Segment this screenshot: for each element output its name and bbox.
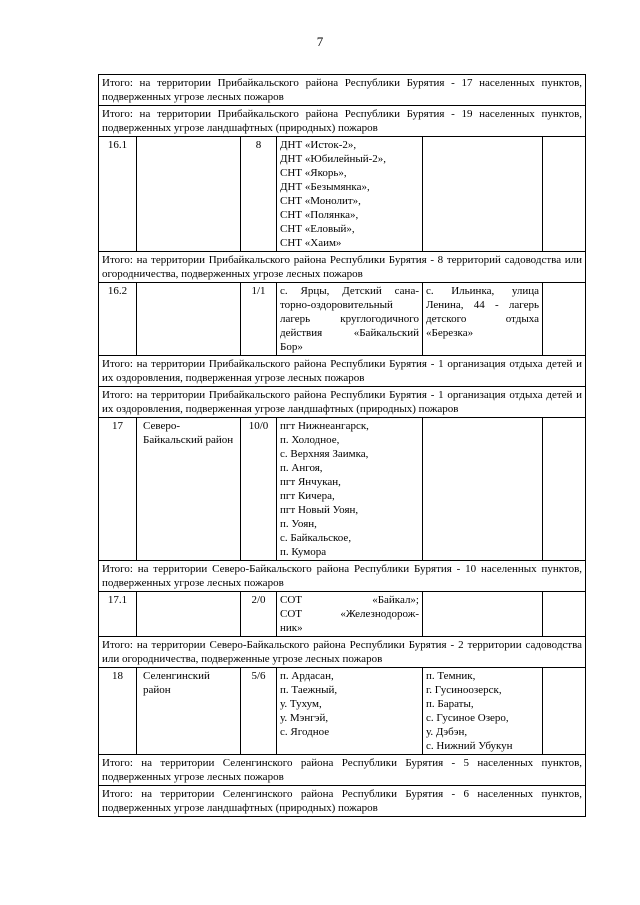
settlement-line: детского отдыха xyxy=(426,313,539,325)
settlement-line: с. Нижний Убукун xyxy=(426,740,513,752)
settlement-line: СОТ «Байкал»; xyxy=(280,594,419,606)
summary-text: Итого: на территории Селенгинского района Республики Бурятия - 5 населенных пунктов, подверженных угрозе лесных пожаров xyxy=(99,755,586,786)
summary-text: Итого: на территории Северо-Байкальского района Республики Бурятия - 2 территории садоводства или огородничества, подверженные угрозе лесных пожаров xyxy=(99,637,586,668)
settlement-line: п. Ангоя, xyxy=(280,462,323,474)
settlement-count: 8 xyxy=(241,137,277,252)
settlement-count: 5/6 xyxy=(241,668,277,755)
district-name xyxy=(137,592,241,637)
settlement-line: у. Тухум, xyxy=(280,698,322,710)
settlement-line: лагерь круглогодичного xyxy=(280,313,419,325)
summary-row xyxy=(99,75,586,106)
summary-row xyxy=(99,786,586,817)
empty-cell xyxy=(543,668,586,755)
settlement-count: 2/0 xyxy=(241,592,277,637)
table-row xyxy=(99,668,586,755)
summary-text: Итого: на территории Прибайкальского района Республики Бурятия - 19 населенных пунктов, подверженных угрозе ландшафтных (природных) пожаров xyxy=(99,106,586,137)
settlement-line: ДНТ «Исток-2», xyxy=(280,139,357,151)
summary-text: Итого: на территории Прибайкальского района Республики Бурятия - 17 населенных пунктов, подверженных угрозе лесных пожаров xyxy=(99,75,586,106)
settlement-line: п. Ардасан, xyxy=(280,670,334,682)
settlement-line: с. Верхняя Заимка, xyxy=(280,448,369,460)
summary-row xyxy=(99,637,586,668)
row-number: 18 xyxy=(99,668,137,755)
settlement-line: СНТ «Монолит», xyxy=(280,195,361,207)
summary-text: Итого: на территории Прибайкальского района Республики Бурятия - 1 организация отдыха детей и их оздоровления, подверженная угрозе лесных пожаров xyxy=(99,356,586,387)
landscape-fire-settlements xyxy=(423,418,543,561)
row-number: 16.1 xyxy=(99,137,137,252)
summary-text: Итого: на территории Северо-Байкальского района Республики Бурятия - 10 населенных пунктов, подверженных угрозе лесных пожаров xyxy=(99,561,586,592)
empty-cell xyxy=(543,418,586,561)
summary-row xyxy=(99,106,586,137)
settlement-line: СНТ «Хаим» xyxy=(280,237,342,249)
settlement-line: СНТ «Еловый», xyxy=(280,223,355,235)
page-number: 7 xyxy=(316,34,324,49)
settlement-line: с. Гусиное Озеро, xyxy=(426,712,509,724)
settlement-line: пгт Нижнеангарск, xyxy=(280,420,369,432)
settlement-line: ник» xyxy=(280,622,303,634)
table-row xyxy=(99,137,586,252)
forest-fire-settlements xyxy=(277,137,423,252)
settlement-line: с. Ягодное xyxy=(280,726,330,738)
forest-fire-settlements xyxy=(277,668,423,755)
settlement-line: п. Таежный, xyxy=(280,684,338,696)
settlement-line: СНТ «Полянка», xyxy=(280,209,359,221)
settlement-line: с. Ильинка, улица xyxy=(426,285,539,297)
settlement-count: 1/1 xyxy=(241,283,277,356)
settlement-line: Ленина, 44 - лагерь xyxy=(426,299,539,311)
settlement-line: СНТ «Якорь», xyxy=(280,167,347,179)
summary-row xyxy=(99,252,586,283)
row-number: 17 xyxy=(99,418,137,561)
landscape-fire-settlements xyxy=(423,137,543,252)
settlement-line: у. Мэнгэй, xyxy=(280,712,329,724)
summary-row xyxy=(99,755,586,786)
empty-cell xyxy=(543,283,586,356)
forest-fire-settlements xyxy=(277,592,423,637)
settlement-line: у. Дэбэн, xyxy=(426,726,468,738)
empty-cell xyxy=(543,137,586,252)
row-number: 17.1 xyxy=(99,592,137,637)
settlement-line: п. Кумора xyxy=(280,546,327,558)
settlement-line: пгт Кичера, xyxy=(280,490,335,502)
table-row xyxy=(99,592,586,637)
district-name: Северо-Байкальский район xyxy=(137,418,241,561)
forest-fire-settlements xyxy=(277,418,423,561)
settlement-line: ДНТ «Безымянка», xyxy=(280,181,370,193)
settlement-line: п. Темник, xyxy=(426,670,476,682)
settlement-line: пгт Янчукан, xyxy=(280,476,341,488)
settlement-line: торно-оздоровительный xyxy=(280,299,393,311)
settlement-line: п. Бараты, xyxy=(426,698,474,710)
district-name xyxy=(137,137,241,252)
row-number: 16.2 xyxy=(99,283,137,356)
landscape-fire-settlements xyxy=(423,592,543,637)
settlement-line: г. Гусиноозерск, xyxy=(426,684,502,696)
settlement-line: п. Холодное, xyxy=(280,434,340,446)
summary-text: Итого: на территории Прибайкальского района Республики Бурятия - 1 организация отдыха детей и их оздоровления, подверженная угрозе ландшафтных (природных) пожаров xyxy=(99,387,586,418)
table-row xyxy=(99,418,586,561)
settlement-line: с. Байкальское, xyxy=(280,532,352,544)
landscape-fire-settlements xyxy=(423,668,543,755)
settlement-line: действия «Байкальский xyxy=(280,327,419,339)
summary-row xyxy=(99,356,586,387)
landscape-fire-settlements xyxy=(423,283,543,356)
summary-text: Итого: на территории Прибайкальского района Республики Бурятия - 8 территорий садоводства или огородничества, подверженных угрозе лесных пожаров xyxy=(99,252,586,283)
summary-row xyxy=(99,387,586,418)
district-name: Селенгинский район xyxy=(137,668,241,755)
settlement-line: Бор» xyxy=(280,341,303,353)
district-name xyxy=(137,283,241,356)
settlements-table xyxy=(98,74,586,817)
settlement-line: с. Ярцы, Детский сана- xyxy=(280,285,419,297)
settlement-line: СОТ «Железнодорож- xyxy=(280,608,419,620)
summary-row xyxy=(99,561,586,592)
summary-text: Итого: на территории Селенгинского района Республики Бурятия - 6 населенных пунктов, подверженных угрозе ландшафтных (природных) пожаров xyxy=(99,786,586,817)
forest-fire-settlements xyxy=(277,283,423,356)
settlement-line: ДНТ «Юбилейный-2», xyxy=(280,153,387,165)
settlement-line: пгт Новый Уоян, xyxy=(280,504,359,516)
table-row xyxy=(99,283,586,356)
settlement-count: 10/0 xyxy=(241,418,277,561)
settlement-line: «Березка» xyxy=(426,327,474,339)
empty-cell xyxy=(543,592,586,637)
settlement-line: п. Уоян, xyxy=(280,518,317,530)
